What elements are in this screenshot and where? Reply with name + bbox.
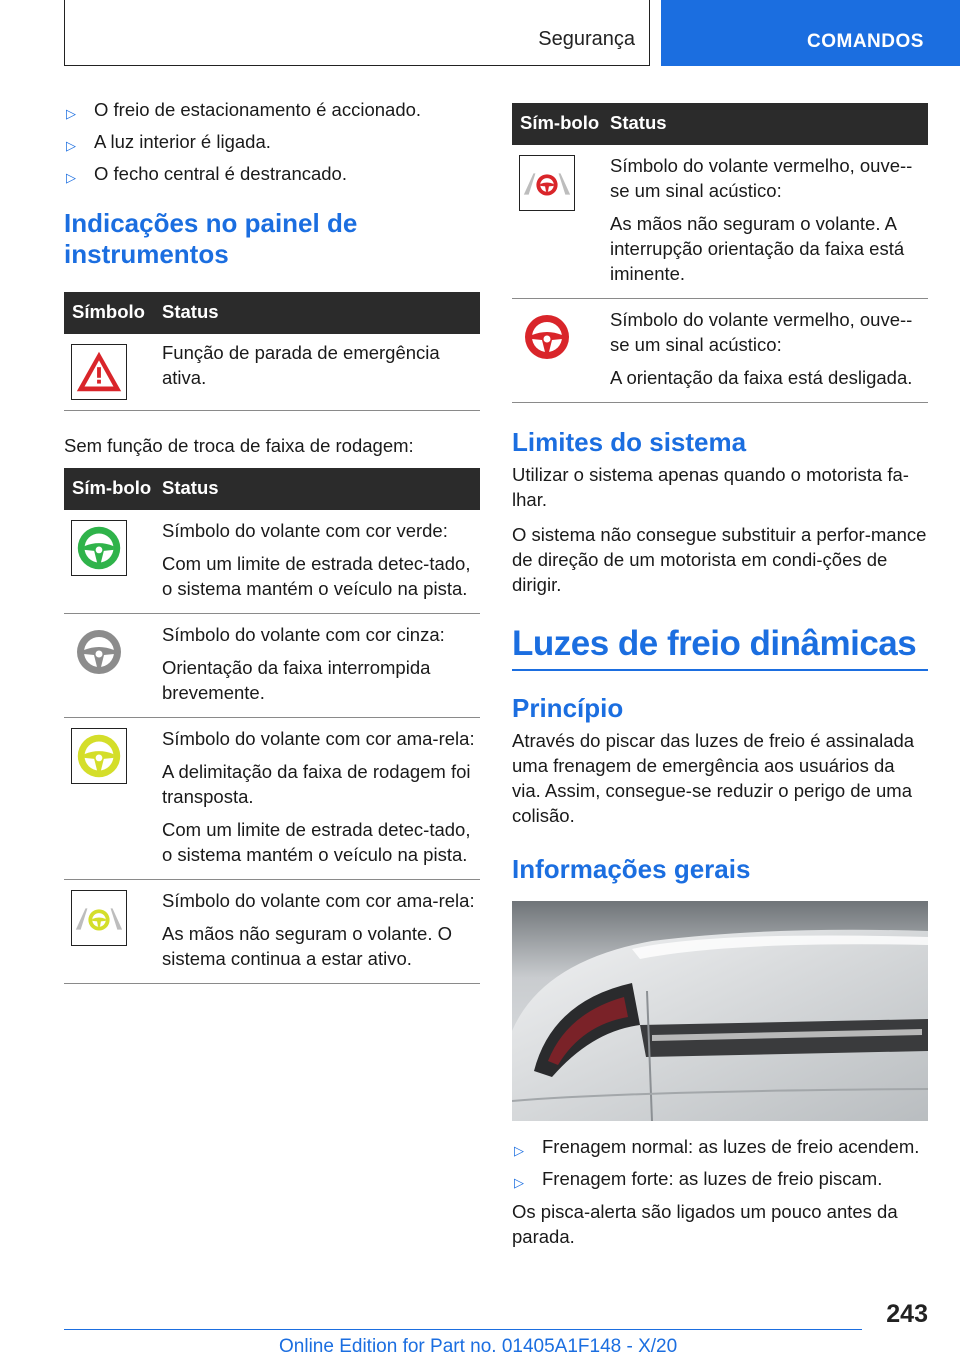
status-text: Símbolo do volante com cor cinza: bbox=[162, 624, 445, 645]
left-column bbox=[64, 98, 480, 984]
header-section-title: Segurança bbox=[538, 28, 635, 50]
right-column bbox=[512, 103, 928, 1259]
table-row bbox=[64, 510, 480, 614]
status-text: A delimitação da faixa de rodagem foi transposta. bbox=[162, 761, 471, 807]
intro-no-lane-change: Sem função de troca de faixa de rodagem: bbox=[64, 435, 414, 456]
table-header-status: Status bbox=[156, 292, 480, 334]
steering-wheel-yellow-lanes-icon bbox=[71, 890, 127, 946]
heading-general-information: Informações gerais bbox=[512, 854, 751, 884]
table-steering-status bbox=[64, 468, 480, 984]
page-number: 243 bbox=[886, 1300, 928, 1328]
steering-wheel-yellow-icon bbox=[71, 728, 127, 784]
triangle-bullet-icon: ▷ bbox=[514, 1175, 524, 1190]
list-item: ▷ O fecho central é destrancado. bbox=[64, 162, 480, 186]
footer-rule bbox=[64, 1329, 862, 1330]
status-text: Símbolo do volante com cor verde: bbox=[162, 520, 448, 541]
warning-triangle-icon bbox=[71, 344, 127, 400]
table-header-symbol: Símbolo bbox=[64, 292, 156, 334]
heading-dynamic-brake-lights: Luzes de freio dinâmicas bbox=[512, 624, 917, 663]
heading-principle: Princípio bbox=[512, 693, 624, 723]
triangle-bullet-icon: ▷ bbox=[66, 138, 76, 153]
status-text: As mãos não seguram o volante. O sistema continua a estar ativo. bbox=[162, 923, 452, 969]
limits-paragraph-1: Utilizar o sistema apenas quando o motorista fa-lhar. bbox=[512, 464, 909, 510]
table-header-symbol: Sím-bolo bbox=[64, 468, 156, 510]
table-header-status: Status bbox=[604, 103, 928, 145]
steering-wheel-red-icon bbox=[519, 309, 575, 365]
table-header-symbol: Sím-bolo bbox=[512, 103, 604, 145]
list-item: ▷ Frenagem forte: as luzes de freio piscam. bbox=[512, 1167, 928, 1191]
header-chapter-title: COMANDOS bbox=[807, 31, 924, 52]
status-text: Símbolo do volante vermelho, ouve--se um sinal acústico: bbox=[610, 155, 913, 201]
principle-paragraph: Através do piscar das luzes de freio é assinalada uma frenagem de emergência aos usuários da via. Assim, consegue-se reduzir o perigo de uma colisão. bbox=[512, 730, 915, 826]
heading-system-limits: Limites do sistema bbox=[512, 427, 747, 457]
header-chapter-tab bbox=[661, 0, 960, 66]
table-header-status: Status bbox=[156, 468, 480, 510]
table-row bbox=[512, 299, 928, 403]
list-item: ▷ O freio de estacionamento é accionado. bbox=[64, 98, 480, 122]
table-row bbox=[64, 334, 480, 411]
table-row bbox=[64, 718, 480, 880]
header-section-box bbox=[64, 0, 650, 66]
steering-wheel-red-lanes-icon bbox=[519, 155, 575, 211]
heading-rule bbox=[512, 669, 928, 671]
table-emergency-stop bbox=[64, 292, 480, 411]
table-steering-red-status bbox=[512, 103, 928, 403]
status-text: Símbolo do volante vermelho, ouve--se um sinal acústico: bbox=[610, 309, 913, 355]
table-row bbox=[64, 614, 480, 718]
steering-wheel-gray-icon bbox=[71, 624, 127, 680]
closing-paragraph: Os pisca-alerta são ligados um pouco antes da parada. bbox=[512, 1201, 898, 1247]
status-text: Com um limite de estrada detec-tado, o sistema mantém o veículo na pista. bbox=[162, 553, 471, 599]
list-item: ▷ Frenagem normal: as luzes de freio acendem. bbox=[512, 1135, 928, 1159]
status-text: A orientação da faixa está desligada. bbox=[610, 367, 913, 388]
triangle-bullet-icon: ▷ bbox=[66, 106, 76, 121]
status-text: Com um limite de estrada detec-tado, o sistema mantém o veículo na pista. bbox=[162, 819, 471, 865]
status-text: Orientação da faixa interrompida brevemente. bbox=[162, 657, 431, 703]
triangle-bullet-icon: ▷ bbox=[514, 1143, 524, 1158]
heading-instrument-panel: Indicações no painel de instrumentos bbox=[64, 208, 358, 269]
status-text: Símbolo do volante com cor ama-rela: bbox=[162, 728, 475, 749]
table-row bbox=[512, 145, 928, 299]
limits-paragraph-2: O sistema não consegue substituir a perfor-mance de direção de um motorista em condi-ções de dirigir. bbox=[512, 524, 927, 595]
car-taillight-photo bbox=[512, 901, 928, 1121]
status-text: Função de parada de emergência ativa. bbox=[162, 342, 440, 388]
triangle-bullet-icon: ▷ bbox=[66, 170, 76, 185]
status-text: As mãos não seguram o volante. A interrupção orientação da faixa está iminente. bbox=[610, 213, 905, 284]
status-text: Símbolo do volante com cor ama-rela: bbox=[162, 890, 475, 911]
table-row bbox=[64, 880, 480, 984]
list-item: ▷ A luz interior é ligada. bbox=[64, 130, 480, 154]
footer-edition: Online Edition for Part no. 01405A1F148 - X/20 bbox=[279, 1336, 678, 1357]
steering-wheel-green-icon bbox=[71, 520, 127, 576]
